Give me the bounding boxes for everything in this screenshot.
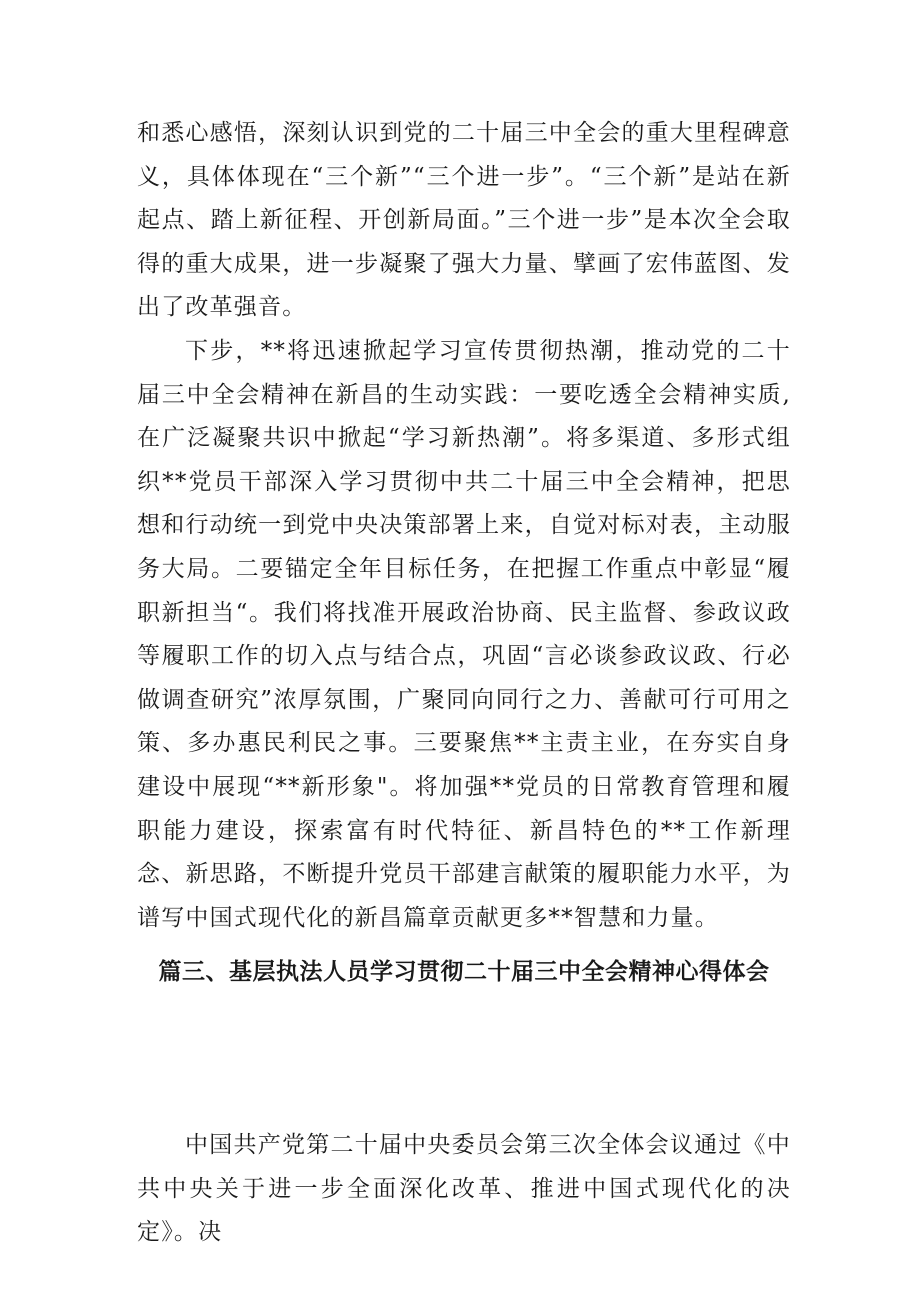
section-heading: 篇三、基层执法人员学习贯彻二十届三中全会精神心得体会: [158, 959, 770, 985]
body-paragraph-section-three: 中国共产党第二十届中央委员会第三次全体会议通过《中共中央关于进一步全面深化改革、推进中国式现代化的决定》。决: [137, 1132, 791, 1246]
body-paragraph-continued: 和悉心感悟，深刻认识到党的二十届三中全会的重大里程碑意义，具体体现在“三个新”“三个进一步”。“三个新”是站在新起点、踏上新征程、开创新局面。”三个进一步”是本次全会取得的重大成果，进一步凝聚了强大力量、擘画了宏伟蓝图、发出了改革强音。: [137, 120, 791, 321]
body-paragraph-next-steps: 下步，**将迅速掀起学习宣传贯彻热潮，推动党的二十届三中全会精神在新昌的生动实践：一要吃透全会精神实质,在广泛凝聚共识中掀起“学习新热潮”。将多渠道、多形式组织**党员干部深入学习贯彻中共二十届三中全会精神，把思想和行动统一到党中央决策部署上来，自觉对标对表，主动服务大局。二要锚定全年目标任务，在把握工作重点中彰显“履职新担当“。我们将找准开展政治协商、民主监督、参政议政等履职工作的切入点与结合点，巩固“言必谈参政议政、行必做调查研究”浓厚氛围，广聚同向同行之力、善献可行可用之策、多办惠民利民之事。三要聚焦**主责主业，在夯实自身建设中展现“**新形象"。将加强**党员的日常教育管理和履职能力建设，探索富有时代特征、新昌特色的**工作新理念、新思路，不断提升党员干部建言献策的履职能力水平，为谱写中国式现代化的新昌篇章贡献更多**智慧和力量。: [137, 338, 791, 931]
